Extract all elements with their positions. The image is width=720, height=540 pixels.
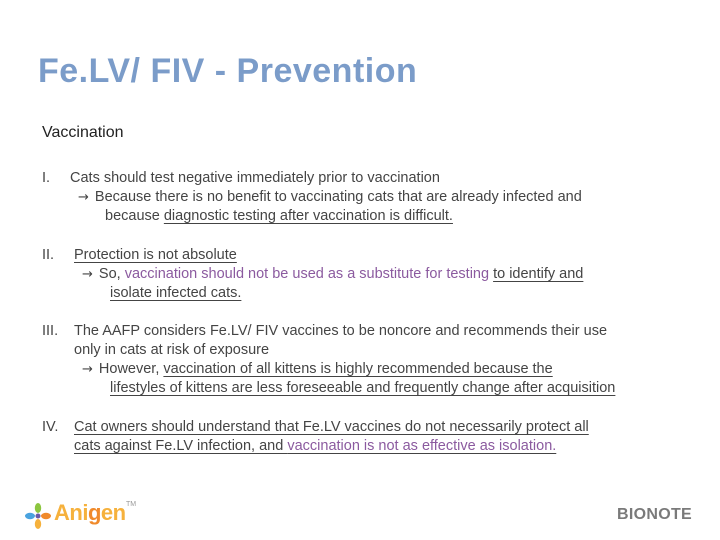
item-numeral: III. bbox=[42, 323, 59, 339]
underlined-text: to identify and bbox=[493, 266, 584, 282]
item-subtext bbox=[105, 207, 453, 226]
list-item bbox=[42, 322, 692, 402]
item-subtext bbox=[82, 360, 553, 379]
item-subtext: lifestyles of kittens are less foreseeable and frequently change after acquisition bbox=[110, 380, 616, 396]
list-item bbox=[42, 169, 682, 229]
item-text bbox=[74, 437, 556, 456]
anigen-star-icon bbox=[24, 502, 52, 530]
section-heading: Vaccination bbox=[42, 124, 124, 141]
item-text: Cat owners should understand that Fe.LV vaccines do not necessarily protect all bbox=[74, 419, 589, 435]
arrow-right-icon: → bbox=[82, 267, 93, 282]
item-subtext bbox=[78, 188, 582, 207]
arrow-right-icon: → bbox=[82, 362, 93, 377]
item-numeral: IV. bbox=[42, 419, 59, 435]
highlighted-text: vaccination should not be used as a substitute for testing bbox=[124, 266, 494, 282]
item-text: The AAFP considers Fe.LV/ FIV vaccines to be noncore and recommends their use bbox=[74, 323, 608, 339]
item-subtext: isolate infected cats. bbox=[110, 285, 242, 301]
slide-title: Fe.LV/ FIV - Prevention bbox=[38, 52, 418, 90]
item-subtext bbox=[82, 265, 583, 284]
item-subtext-part: Because there is no benefit to vaccinating cats that are already infected and bbox=[94, 189, 582, 205]
item-numeral: II. bbox=[42, 247, 55, 263]
item-text-part: cats against Fe.LV infection, and bbox=[74, 438, 288, 454]
bionote-logo: BIONOTE bbox=[617, 506, 692, 523]
item-text: only in cats at risk of exposure bbox=[74, 342, 270, 358]
trademark-mark: TM bbox=[126, 501, 137, 508]
item-subtext-part: However, bbox=[98, 361, 164, 377]
arrow-right-icon: → bbox=[78, 190, 89, 205]
item-text: Cats should test negative immediately prior to vaccination bbox=[70, 170, 440, 186]
list-item bbox=[42, 418, 682, 458]
item-subtext-part: So, bbox=[98, 266, 125, 282]
item-numeral: I. bbox=[42, 170, 51, 186]
list-item bbox=[42, 246, 682, 306]
anigen-logo bbox=[24, 498, 144, 534]
underlined-text: vaccination of all kittens is highly recommended because the bbox=[163, 361, 553, 377]
underlined-text: diagnostic testing after vaccination is difficult. bbox=[163, 208, 453, 224]
item-text: Protection is not absolute bbox=[74, 247, 237, 263]
highlighted-text: vaccination is not as effective as isolation. bbox=[287, 438, 557, 454]
anigen-wordmark: Anigen bbox=[54, 500, 126, 525]
item-subtext-part: because bbox=[105, 208, 164, 224]
